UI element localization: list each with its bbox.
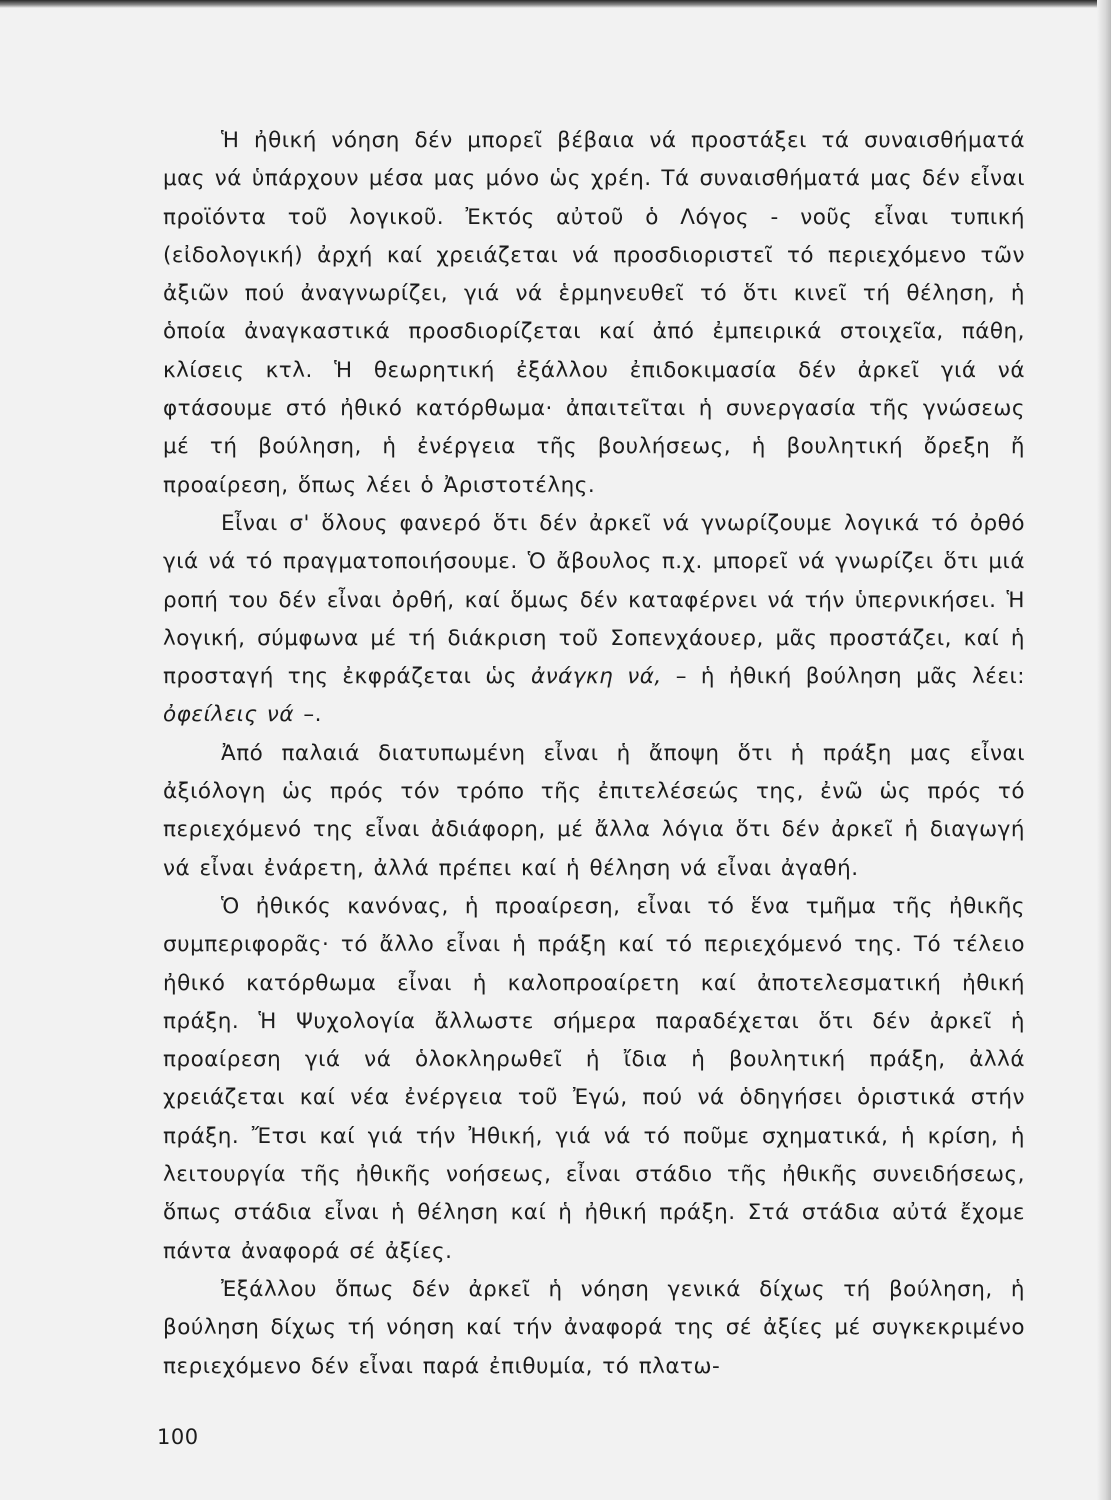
paragraph-2-end: –.: [294, 702, 322, 728]
paragraph-2-text: Εἶναι σ' ὅλους φανερό ὅτι δέν ἀρκεῖ νά γνωρίζουμε λογικά τό ὀρθό γιά νά τό πραγματοποιήσουμε. Ὁ ἄβουλος π.χ. μπορεῖ νά γνωρίζει ὅτι μιά ροπή του δέν εἶναι ὀρθή, καί ὅμως δέν καταφέρνει νά τήν ὑπερνικήσει. Ἡ λογική, σύμφωνα μέ τή διάκριση τοῦ Σοπενχάουερ, μᾶς προστάζει, καί ἡ προσταγή της ἐκφράζεται ὡς: [163, 510, 1025, 690]
paragraph-1: Ἡ ἠθική νόηση δέν μπορεῖ βέβαια νά προστάξει τά συναισθήματά μας νά ὑπάρχουν μέσα μας μόνο ὡς χρέη. Τά συναισθήματά μας δέν εἶναι προϊόντα τοῦ λογικοῦ. Ἐκτός αὐτοῦ ὁ Λόγος - νοῦς εἶναι τυπική (εἰδολογική) ἀρχή καί χρειάζεται νά προσδιοριστεῖ τό περιεχόμενο τῶν ἀξιῶν πού ἀναγνωρίζει, γιά νά ἑρμηνευθεῖ τό ὅτι κινεῖ τή θέληση, ἡ ὁποία ἀναγκαστικά προσδιορίζεται καί ἀπό ἐμπειρικά στοιχεῖα, πάθη, κλίσεις κτλ. Ἡ θεωρητική ἐξάλλου ἐπιδοκιμασία δέν ἀρκεῖ γιά νά φτάσουμε στό ἠθικό κατόρθωμα· ἀπαιτεῖται ἡ συνεργασία τῆς γνώσεως μέ τή βούληση, ἡ ἐνέργεια τῆς βουλήσεως, ἡ βουλητική ὄρεξη ἤ προαίρεση, ὅπως λέει ὁ Ἀριστοτέλης.: [163, 128, 1025, 498]
paragraph-2: [163, 505, 1025, 735]
paragraph-4: Ὁ ἠθικός κανόνας, ἡ προαίρεση, εἶναι τό ἕνα τμῆμα τῆς ἠθικῆς συμπεριφορᾶς· τό ἄλλο εἶναι ἡ πράξη καί τό περιεχόμενό της. Τό τέλειο ἠθικό κατόρθωμα εἶναι ἡ καλοπροαίρετη καί ἀποτελεσματική ἠθική πράξη. Ἡ Ψυχολογία ἄλλωστε σήμερα παραδέχεται ὅτι δέν ἀρκεῖ ἡ προαίρεση γιά νά ὁλοκληρωθεῖ ἡ ἴδια ἡ βουλητική πράξη, ἀλλά χρειάζεται καί νέα ἐνέργεια τοῦ Ἐγώ, πού νά ὁδηγήσει ὁριστικά στήν πράξη. Ἔτσι καί γιά τήν Ἠθική, γιά νά τό ποῦμε σχηματικά, ἡ κρίση, ἡ λειτουργία τῆς ἠθικῆς νοήσεως, εἶναι στάδιο τῆς ἠθικῆς συνειδήσεως, ὅπως στάδια εἶναι ἡ θέληση καί ἡ ἠθική πράξη. Στά στάδια αὐτά ἔχομε πάντα ἀναφορά σέ ἀξίες.: [163, 893, 1025, 1264]
page-body-text: [163, 122, 1025, 1386]
italic-phrase-anagki: ἀνάγκη νά,: [530, 664, 662, 690]
paragraph-5: Ἐξάλλου ὅπως δέν ἀρκεῖ ἡ νόηση γενικά δίχως τή βούληση, ἡ βούληση δίχως τή νόηση καί τήν ἀναφορά της σέ ἀξίες μέ συγκεκριμένο περιεχόμενο δέν εἶναι παρά ἐπιθυμία, τό πλατω-: [163, 1276, 1025, 1379]
page-right-edge: [1097, 0, 1111, 1500]
page-top-edge: [0, 0, 1111, 8]
page-number: 100: [157, 1425, 199, 1449]
italic-phrase-ofeileis: ὀφείλεις νά: [163, 702, 294, 728]
paragraph-2-middle: – ἡ ἠθική βούληση μᾶς λέει:: [661, 664, 1026, 690]
paragraph-3: Ἀπό παλαιά διατυπωμένη εἶναι ἡ ἄποψη ὅτι ἡ πράξη μας εἶναι ἀξιόλογη ὡς πρός τόν τρόπο τῆς ἐπιτελέσεώς της, ἐνῶ ὡς πρός τό περιεχόμενό της εἶναι ἀδιάφορη, μέ ἄλλα λόγια ὅτι δέν ἀρκεῖ ἡ διαγωγή νά εἶναι ἐνάρετη, ἀλλά πρέπει καί ἡ θέληση νά εἶναι ἀγαθή.: [163, 740, 1025, 881]
